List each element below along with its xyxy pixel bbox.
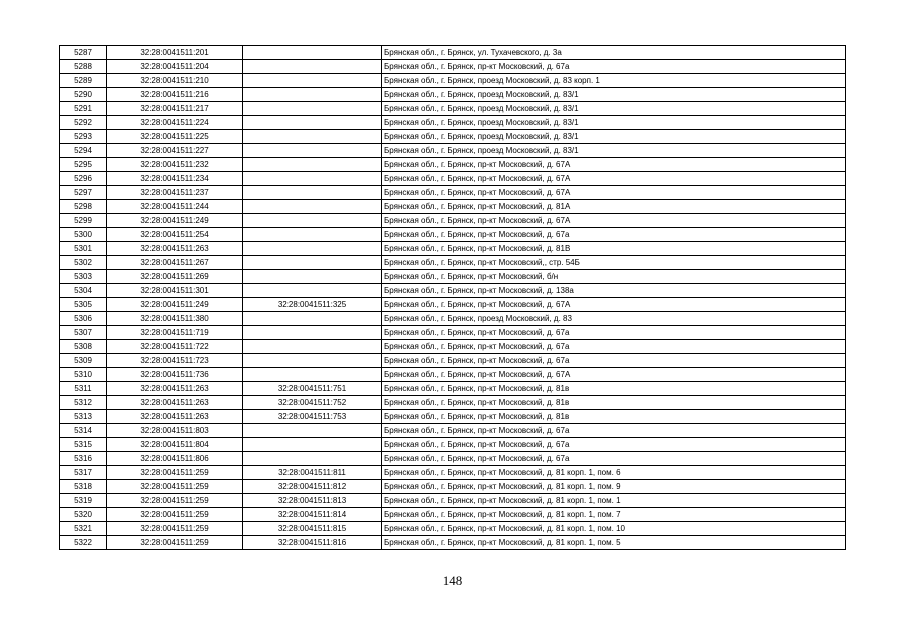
address-cell: Брянская обл., г. Брянск, пр-кт Московский, д. 67а [382, 424, 846, 438]
table-row [60, 382, 846, 396]
address-cell: Брянская обл., г. Брянск, пр-кт Московский, д. 67а [382, 452, 846, 466]
related-cadastral-number-cell: 32:28:0041511:811 [243, 466, 382, 480]
related-cadastral-number-cell [243, 158, 382, 172]
table-row [60, 242, 846, 256]
related-cadastral-number-cell: 32:28:0041511:752 [243, 396, 382, 410]
related-cadastral-number-cell [243, 102, 382, 116]
row-number-cell: 5310 [60, 368, 107, 382]
address-cell: Брянская обл., г. Брянск, пр-кт Московский, д. 81 корп. 1, пом. 5 [382, 536, 846, 550]
cadastral-number-cell: 32:28:0041511:232 [107, 158, 243, 172]
address-cell: Брянская обл., г. Брянск, проезд Московский, д. 83/1 [382, 144, 846, 158]
table-row [60, 424, 846, 438]
cadastral-number-cell: 32:28:0041511:259 [107, 494, 243, 508]
row-number-cell: 5318 [60, 480, 107, 494]
address-cell: Брянская обл., г. Брянск, проезд Московский, д. 83/1 [382, 88, 846, 102]
table-row [60, 270, 846, 284]
table-row [60, 466, 846, 480]
row-number-cell: 5303 [60, 270, 107, 284]
cadastral-number-cell: 32:28:0041511:259 [107, 466, 243, 480]
related-cadastral-number-cell [243, 74, 382, 88]
related-cadastral-number-cell [243, 88, 382, 102]
row-number-cell: 5305 [60, 298, 107, 312]
row-number-cell: 5299 [60, 214, 107, 228]
related-cadastral-number-cell: 32:28:0041511:815 [243, 522, 382, 536]
address-cell: Брянская обл., г. Брянск, пр-кт Московский, д. 67А [382, 368, 846, 382]
table-row [60, 326, 846, 340]
cadastral-number-cell: 32:28:0041511:267 [107, 256, 243, 270]
cadastral-number-cell: 32:28:0041511:217 [107, 102, 243, 116]
table-row [60, 312, 846, 326]
table-row [60, 452, 846, 466]
address-cell: Брянская обл., г. Брянск, проезд Московский, д. 83 корп. 1 [382, 74, 846, 88]
cadastral-number-cell: 32:28:0041511:237 [107, 186, 243, 200]
related-cadastral-number-cell [243, 326, 382, 340]
cadastral-number-cell: 32:28:0041511:722 [107, 340, 243, 354]
row-number-cell: 5293 [60, 130, 107, 144]
address-cell: Брянская обл., г. Брянск, пр-кт Московский, д. 81в [382, 382, 846, 396]
related-cadastral-number-cell [243, 60, 382, 74]
related-cadastral-number-cell [243, 256, 382, 270]
cadastral-number-cell: 32:28:0041511:249 [107, 214, 243, 228]
cadastral-number-cell: 32:28:0041511:216 [107, 88, 243, 102]
cadastral-number-cell: 32:28:0041511:224 [107, 116, 243, 130]
cadastral-number-cell: 32:28:0041511:259 [107, 508, 243, 522]
address-cell: Брянская обл., г. Брянск, пр-кт Московский, д. 67а [382, 60, 846, 74]
table-row [60, 396, 846, 410]
row-number-cell: 5290 [60, 88, 107, 102]
cadastral-number-cell: 32:28:0041511:259 [107, 480, 243, 494]
related-cadastral-number-cell [243, 186, 382, 200]
address-cell: Брянская обл., г. Брянск, пр-кт Московский, д. 67А [382, 214, 846, 228]
table-row [60, 214, 846, 228]
address-cell: Брянская обл., г. Брянск, пр-кт Московский, д. 81 корп. 1, пом. 9 [382, 480, 846, 494]
table-row [60, 536, 846, 550]
row-number-cell: 5302 [60, 256, 107, 270]
table-row [60, 144, 846, 158]
related-cadastral-number-cell [243, 438, 382, 452]
table-row [60, 46, 846, 60]
page-number: 148 [442, 573, 463, 588]
cadastral-number-cell: 32:28:0041511:210 [107, 74, 243, 88]
row-number-cell: 5311 [60, 382, 107, 396]
address-cell: Брянская обл., г. Брянск, проезд Московский, д. 83 [382, 312, 846, 326]
table-row [60, 116, 846, 130]
address-cell: Брянская обл., г. Брянск, проезд Московский, д. 83/1 [382, 102, 846, 116]
table-row [60, 480, 846, 494]
row-number-cell: 5315 [60, 438, 107, 452]
table-row [60, 256, 846, 270]
related-cadastral-number-cell: 32:28:0041511:751 [243, 382, 382, 396]
related-cadastral-number-cell [243, 452, 382, 466]
cadastral-number-cell: 32:28:0041511:806 [107, 452, 243, 466]
row-number-cell: 5291 [60, 102, 107, 116]
row-number-cell: 5317 [60, 466, 107, 480]
address-cell: Брянская обл., г. Брянск, пр-кт Московский, д. 67а [382, 326, 846, 340]
related-cadastral-number-cell [243, 46, 382, 60]
address-cell: Брянская обл., г. Брянск, пр-кт Московский, д. 81 корп. 1, пом. 1 [382, 494, 846, 508]
table-row [60, 130, 846, 144]
row-number-cell: 5316 [60, 452, 107, 466]
related-cadastral-number-cell: 32:28:0041511:325 [243, 298, 382, 312]
related-cadastral-number-cell [243, 172, 382, 186]
related-cadastral-number-cell: 32:28:0041511:753 [243, 410, 382, 424]
related-cadastral-number-cell [243, 116, 382, 130]
related-cadastral-number-cell [243, 144, 382, 158]
related-cadastral-number-cell [243, 242, 382, 256]
address-cell: Брянская обл., г. Брянск, пр-кт Московский, д. 81в [382, 396, 846, 410]
address-cell: Брянская обл., г. Брянск, пр-кт Московский, д. 67а [382, 438, 846, 452]
table-row [60, 410, 846, 424]
row-number-cell: 5306 [60, 312, 107, 326]
table-row [60, 228, 846, 242]
cadastral-number-cell: 32:28:0041511:263 [107, 410, 243, 424]
cadastral-number-cell: 32:28:0041511:719 [107, 326, 243, 340]
cadastral-number-cell: 32:28:0041511:254 [107, 228, 243, 242]
cadastral-number-cell: 32:28:0041511:380 [107, 312, 243, 326]
address-cell: Брянская обл., г. Брянск, пр-кт Московский, д. 67а [382, 340, 846, 354]
related-cadastral-number-cell [243, 200, 382, 214]
row-number-cell: 5298 [60, 200, 107, 214]
address-cell: Брянская обл., г. Брянск, пр-кт Московский, д. 67а [382, 228, 846, 242]
address-cell: Брянская обл., г. Брянск, пр-кт Московский, д. 81в [382, 410, 846, 424]
address-cell: Брянская обл., г. Брянск, пр-кт Московский, д. 67А [382, 158, 846, 172]
address-cell: Брянская обл., г. Брянск, пр-кт Московский, д. 67А [382, 172, 846, 186]
address-cell: Брянская обл., г. Брянск, пр-кт Московский, б/н [382, 270, 846, 284]
cadastral-number-cell: 32:28:0041511:723 [107, 354, 243, 368]
registry-table-body [60, 46, 846, 550]
related-cadastral-number-cell [243, 312, 382, 326]
table-row [60, 508, 846, 522]
row-number-cell: 5287 [60, 46, 107, 60]
row-number-cell: 5312 [60, 396, 107, 410]
row-number-cell: 5300 [60, 228, 107, 242]
address-cell: Брянская обл., г. Брянск, пр-кт Московский, д. 81А [382, 200, 846, 214]
table-row [60, 88, 846, 102]
table-row [60, 298, 846, 312]
row-number-cell: 5294 [60, 144, 107, 158]
cadastral-number-cell: 32:28:0041511:225 [107, 130, 243, 144]
row-number-cell: 5288 [60, 60, 107, 74]
related-cadastral-number-cell: 32:28:0041511:813 [243, 494, 382, 508]
address-cell: Брянская обл., г. Брянск, пр-кт Московский, д. 67А [382, 298, 846, 312]
related-cadastral-number-cell [243, 284, 382, 298]
related-cadastral-number-cell [243, 214, 382, 228]
cadastral-number-cell: 32:28:0041511:736 [107, 368, 243, 382]
related-cadastral-number-cell: 32:28:0041511:816 [243, 536, 382, 550]
cadastral-number-cell: 32:28:0041511:804 [107, 438, 243, 452]
table-row [60, 200, 846, 214]
cadastral-number-cell: 32:28:0041511:234 [107, 172, 243, 186]
related-cadastral-number-cell [243, 424, 382, 438]
cadastral-number-cell: 32:28:0041511:803 [107, 424, 243, 438]
row-number-cell: 5319 [60, 494, 107, 508]
table-row [60, 438, 846, 452]
related-cadastral-number-cell [243, 270, 382, 284]
related-cadastral-number-cell [243, 130, 382, 144]
row-number-cell: 5307 [60, 326, 107, 340]
row-number-cell: 5309 [60, 354, 107, 368]
row-number-cell: 5321 [60, 522, 107, 536]
table-row [60, 494, 846, 508]
table-row [60, 172, 846, 186]
address-cell: Брянская обл., г. Брянск, пр-кт Московский, д. 81 корп. 1, пом. 6 [382, 466, 846, 480]
cadastral-number-cell: 32:28:0041511:201 [107, 46, 243, 60]
table-row [60, 186, 846, 200]
table-row [60, 522, 846, 536]
related-cadastral-number-cell [243, 354, 382, 368]
row-number-cell: 5297 [60, 186, 107, 200]
cadastral-number-cell: 32:28:0041511:269 [107, 270, 243, 284]
row-number-cell: 5296 [60, 172, 107, 186]
row-number-cell: 5295 [60, 158, 107, 172]
address-cell: Брянская обл., г. Брянск, пр-кт Московский, д. 81 корп. 1, пом. 10 [382, 522, 846, 536]
cadastral-number-cell: 32:28:0041511:259 [107, 522, 243, 536]
registry-table [59, 45, 846, 550]
row-number-cell: 5304 [60, 284, 107, 298]
related-cadastral-number-cell: 32:28:0041511:812 [243, 480, 382, 494]
cadastral-number-cell: 32:28:0041511:263 [107, 382, 243, 396]
table-row [60, 158, 846, 172]
cadastral-number-cell: 32:28:0041511:259 [107, 536, 243, 550]
row-number-cell: 5292 [60, 116, 107, 130]
address-cell: Брянская обл., г. Брянск, пр-кт Московский, д. 81В [382, 242, 846, 256]
related-cadastral-number-cell [243, 228, 382, 242]
table-row [60, 368, 846, 382]
address-cell: Брянская обл., г. Брянск, проезд Московский, д. 83/1 [382, 130, 846, 144]
address-cell: Брянская обл., г. Брянск, пр-кт Московский, д. 67А [382, 186, 846, 200]
address-cell: Брянская обл., г. Брянск, пр-кт Московский, д. 138а [382, 284, 846, 298]
address-cell: Брянская обл., г. Брянск, пр-кт Московский,, стр. 54Б [382, 256, 846, 270]
cadastral-number-cell: 32:28:0041511:301 [107, 284, 243, 298]
row-number-cell: 5301 [60, 242, 107, 256]
cadastral-number-cell: 32:28:0041511:263 [107, 396, 243, 410]
table-row [60, 284, 846, 298]
address-cell: Брянская обл., г. Брянск, ул. Тухачевского, д. 3а [382, 46, 846, 60]
address-cell: Брянская обл., г. Брянск, пр-кт Московский, д. 67а [382, 354, 846, 368]
related-cadastral-number-cell: 32:28:0041511:814 [243, 508, 382, 522]
address-cell: Брянская обл., г. Брянск, проезд Московский, д. 83/1 [382, 116, 846, 130]
table-row [60, 354, 846, 368]
row-number-cell: 5313 [60, 410, 107, 424]
cadastral-number-cell: 32:28:0041511:204 [107, 60, 243, 74]
cadastral-number-cell: 32:28:0041511:249 [107, 298, 243, 312]
cadastral-number-cell: 32:28:0041511:244 [107, 200, 243, 214]
cadastral-number-cell: 32:28:0041511:227 [107, 144, 243, 158]
cadastral-number-cell: 32:28:0041511:263 [107, 242, 243, 256]
row-number-cell: 5308 [60, 340, 107, 354]
address-cell: Брянская обл., г. Брянск, пр-кт Московский, д. 81 корп. 1, пом. 7 [382, 508, 846, 522]
related-cadastral-number-cell [243, 340, 382, 354]
table-row [60, 340, 846, 354]
table-row [60, 60, 846, 74]
related-cadastral-number-cell [243, 368, 382, 382]
row-number-cell: 5314 [60, 424, 107, 438]
row-number-cell: 5320 [60, 508, 107, 522]
table-row [60, 102, 846, 116]
row-number-cell: 5322 [60, 536, 107, 550]
table-row [60, 74, 846, 88]
row-number-cell: 5289 [60, 74, 107, 88]
